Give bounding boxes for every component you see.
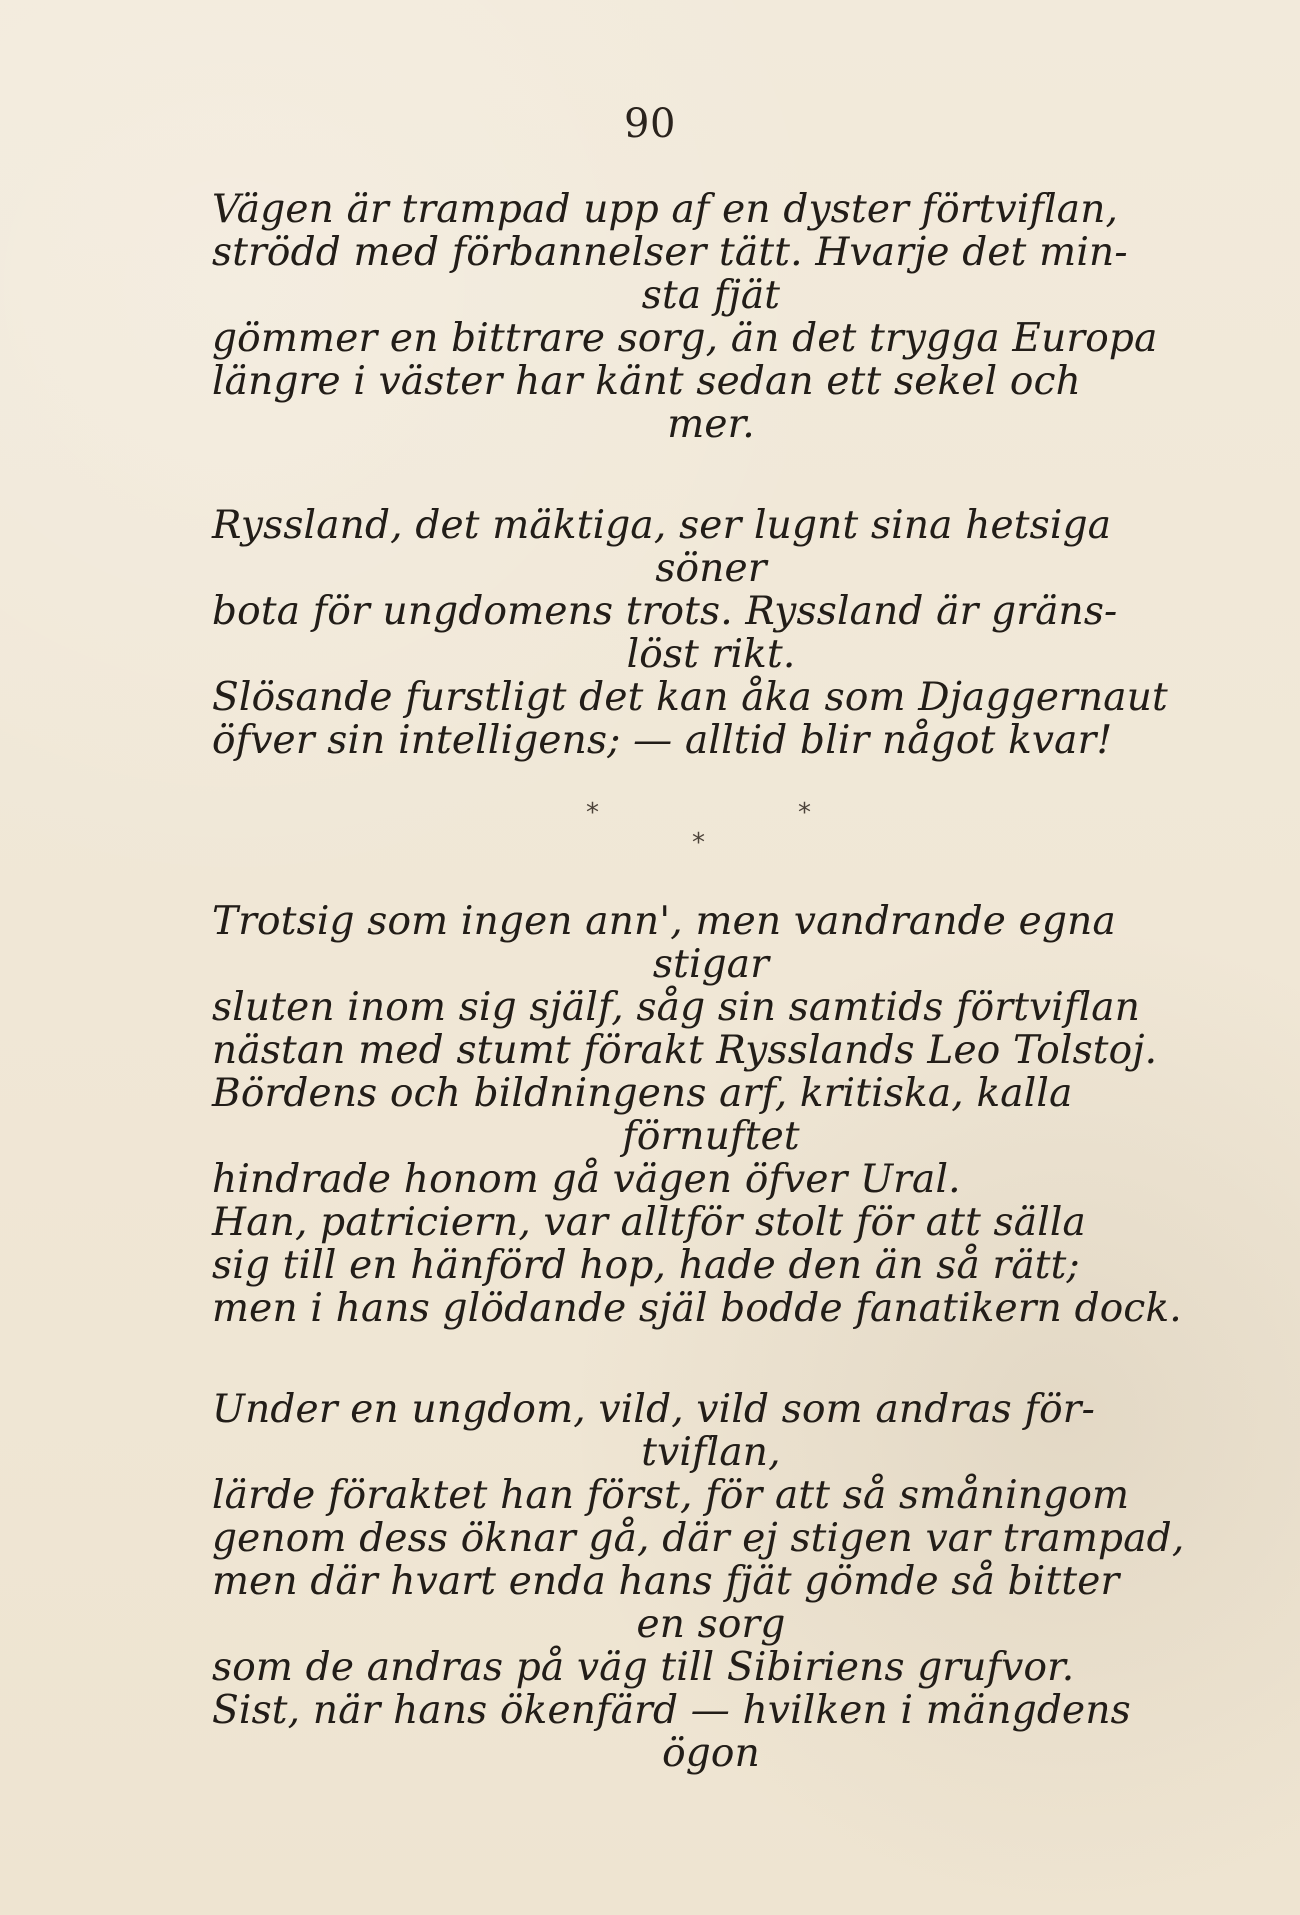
poem-line: gömmer en bittrare sorg, än det trygga Europa	[212, 316, 1158, 361]
stanza-4	[212, 1388, 1210, 1775]
poem-line: tviflan,	[641, 1430, 781, 1475]
poem-line: Vägen är trampad upp af en dyster förtviflan,	[212, 187, 1119, 232]
poem-line: bota för ungdomens trots. Ryssland är gräns-	[212, 589, 1118, 634]
poem-line: längre i väster har känt sedan ett sekel och	[212, 359, 1081, 404]
poem-line: lärde föraktet han först, för att så småningom	[212, 1473, 1130, 1518]
poem-line: en sorg	[636, 1602, 786, 1647]
poem-line: men där hvart enda hans fjät gömde så bitter	[212, 1559, 1120, 1604]
separator-star: *	[586, 798, 599, 828]
poem-line: sta fjät	[641, 273, 781, 318]
poem-line: söner	[655, 546, 767, 591]
poem-line: men i hans glödande själ bodde fanatikern dock.	[212, 1286, 1182, 1331]
poem-line: strödd med förbannelser tätt. Hvarje det min-	[212, 230, 1128, 275]
poem-line: Trotsig som ingen ann', men vandrande egna	[212, 899, 1116, 944]
poem-line: sluten inom sig själf, såg sin samtids förtviflan	[212, 985, 1141, 1030]
poem-line: Under en ungdom, vild, vild som andras för-	[212, 1387, 1096, 1432]
poem-line: mer.	[667, 402, 755, 447]
page-number: 90	[624, 101, 676, 147]
poem-line: Bördens och bildningens arf, kritiska, kalla	[212, 1071, 1073, 1116]
poem-content	[212, 188, 1210, 1833]
stanza-2	[212, 504, 1210, 762]
poem-line: hindrade honom gå vägen öfver Ural.	[212, 1157, 961, 1202]
stanza-1	[212, 188, 1210, 446]
poem-line: Sist, när hans ökenfärd — hvilken i mängdens	[212, 1688, 1131, 1733]
poem-line: som de andras på väg till Sibiriens grufvor.	[212, 1645, 1075, 1690]
section-separator	[212, 800, 1210, 866]
poem-line: stigar	[652, 942, 770, 987]
separator-star: *	[692, 828, 705, 858]
poem-line: sig till en hänförd hop, hade den än så rätt;	[212, 1243, 1080, 1288]
poem-line: Ryssland, det mäktiga, ser lugnt sina hetsiga	[212, 503, 1112, 548]
poem-line: Han, patriciern, var alltför stolt för att sälla	[212, 1200, 1086, 1245]
poem-line: löst rikt.	[626, 632, 796, 677]
poem-line: Slösande furstligt det kan åka som Djaggernaut	[212, 675, 1168, 720]
poem-line: öfver sin intelligens; — alltid blir något kvar!	[212, 718, 1113, 763]
poem-line: ögon	[662, 1731, 760, 1776]
poem-line: nästan med stumt förakt Rysslands Leo Tolstoj.	[212, 1028, 1158, 1073]
poem-line: förnuftet	[622, 1114, 800, 1159]
poem-line: genom dess öknar gå, där ej stigen var trampad,	[212, 1516, 1185, 1561]
stanza-3	[212, 900, 1210, 1330]
separator-star: *	[798, 798, 811, 828]
